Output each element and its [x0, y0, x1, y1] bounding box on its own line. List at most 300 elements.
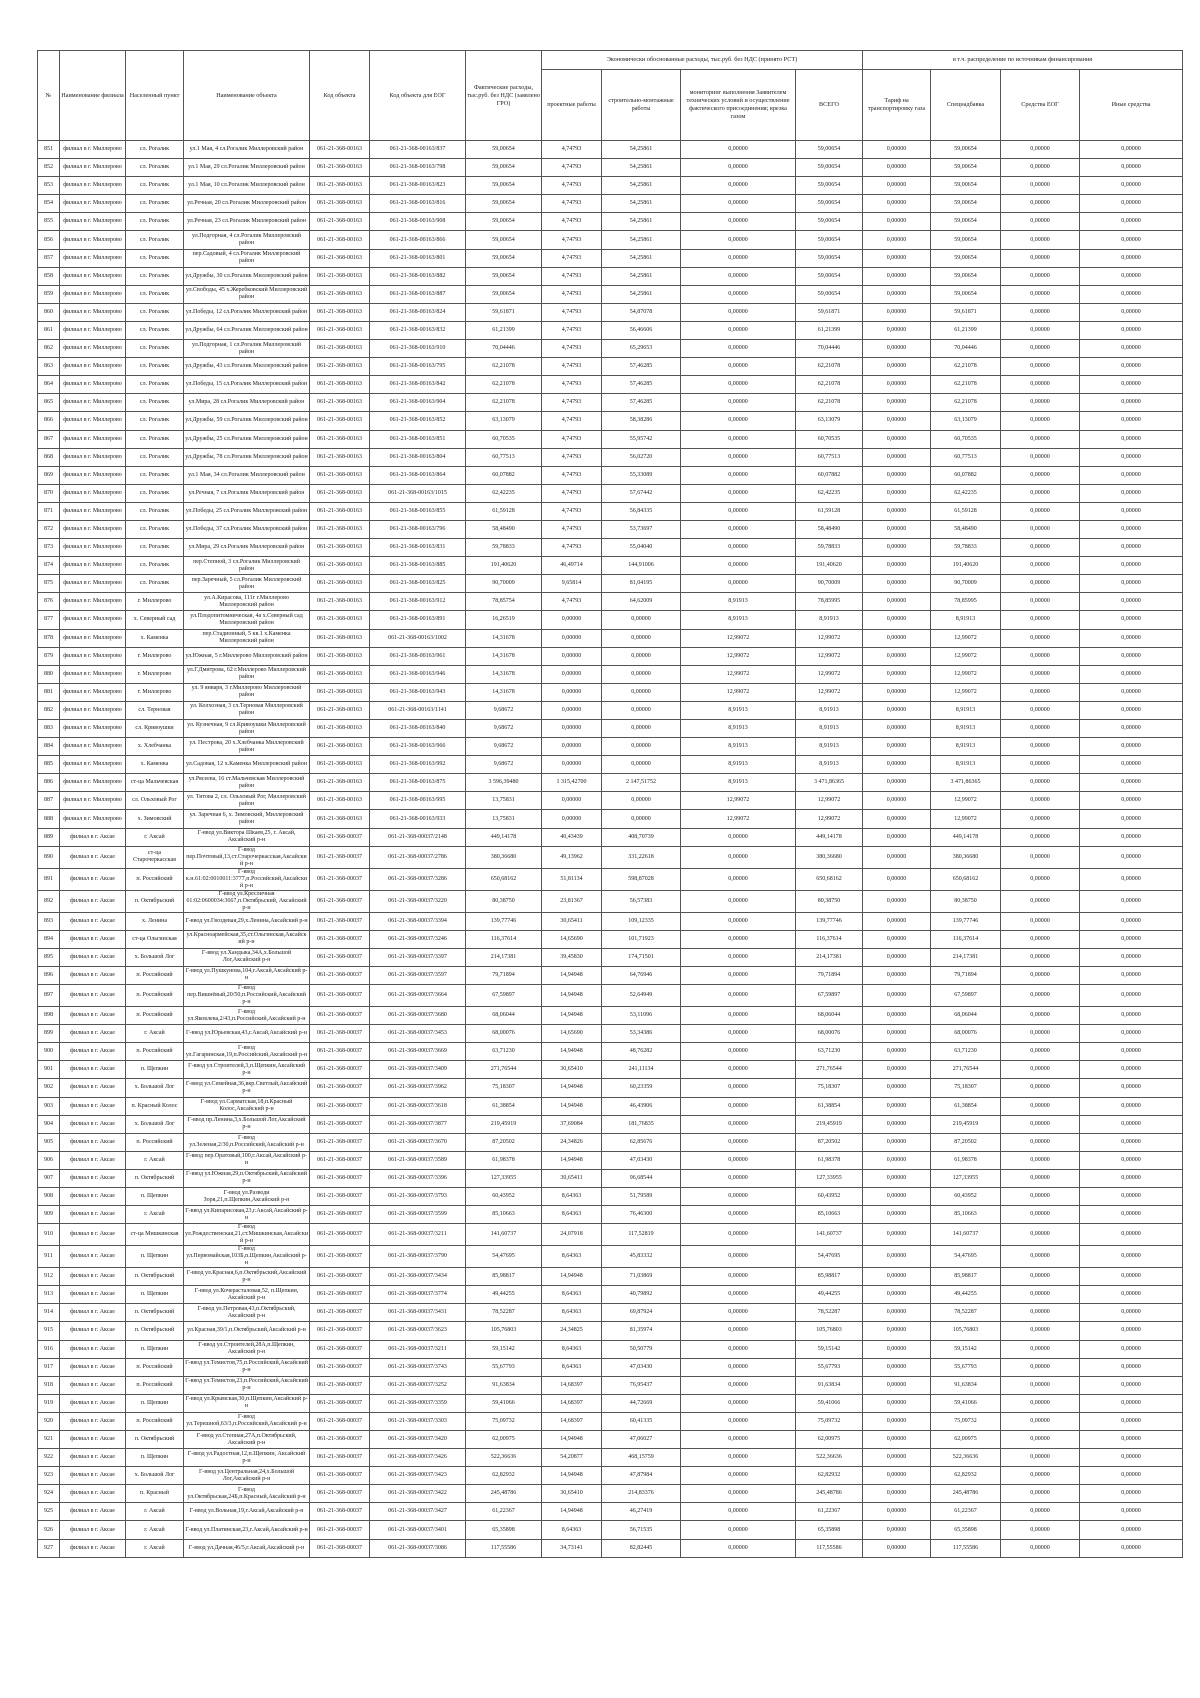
row-total: 139,77746	[796, 912, 863, 930]
row-construction: 408,70739	[602, 828, 681, 846]
row-construction: 57,46285	[602, 394, 681, 412]
row-obj-code: 061-21-368-00163	[310, 141, 370, 159]
row-punkt: х. Ленина	[126, 912, 184, 930]
row-eog: 0,00000	[1001, 810, 1080, 828]
row-total: 8,91913	[796, 738, 863, 756]
row-other: 0,00000	[1080, 985, 1183, 1007]
row-eog: 0,00000	[1001, 948, 1080, 966]
row-other: 0,00000	[1080, 1340, 1183, 1358]
row-eog: 0,00000	[1001, 1079, 1080, 1097]
row-eog-code: 061-21-368-00163/891	[370, 611, 466, 629]
row-filial: филиал в г. Аксае	[60, 1286, 126, 1304]
row-object: пер.Степной, 3 сл.Рогалик Миллеровский район	[184, 557, 310, 575]
row-tariff: 0,00000	[863, 1503, 931, 1521]
row-design: 8,64363	[542, 1358, 602, 1376]
row-obj-code: 061-21-368-00163	[310, 159, 370, 177]
row-tariff: 0,00000	[863, 1340, 931, 1358]
row-filial: филиал в г. Аксае	[60, 890, 126, 912]
table-row	[38, 575, 1183, 593]
row-techcond: 0,00000	[681, 267, 796, 285]
row-techcond: 12,99072	[681, 647, 796, 665]
row-other: 0,00000	[1080, 1268, 1183, 1286]
row-total: 8,91913	[796, 701, 863, 719]
row-filial: филиал в г. Аксае	[60, 1097, 126, 1115]
row-design: 0,00000	[542, 738, 602, 756]
row-design: 4,74793	[542, 358, 602, 376]
row-eog-code: 061-21-368-00163/885	[370, 557, 466, 575]
row-punkt: п. Российский	[126, 868, 184, 890]
row-techcond: 0,00000	[681, 1079, 796, 1097]
row-number: 919	[38, 1394, 60, 1412]
row-object: Г-ввод ул.Разводи Зоря,21,п.Щепкин,Аксайский р-н	[184, 1187, 310, 1205]
table-row	[38, 774, 1183, 792]
table-row	[38, 1206, 1183, 1224]
row-filial: филиал в г. Аксае	[60, 1449, 126, 1467]
row-construction: 0,00000	[602, 738, 681, 756]
row-filial: филиал в г. Аксае	[60, 1358, 126, 1376]
row-design: 4,74793	[542, 213, 602, 231]
row-techcond: 0,00000	[681, 868, 796, 890]
row-total: 63,13079	[796, 412, 863, 430]
row-punkt: сл. Кривоушки	[126, 720, 184, 738]
row-techcond: 0,00000	[681, 520, 796, 538]
row-construction: 51,79589	[602, 1187, 681, 1205]
row-tariff: 0,00000	[863, 629, 931, 647]
row-fact: 63,71230	[466, 1043, 542, 1061]
row-total: 61,21399	[796, 321, 863, 339]
row-fact: 13,75831	[466, 810, 542, 828]
row-techcond: 0,00000	[681, 966, 796, 984]
row-tariff: 0,00000	[863, 1187, 931, 1205]
row-obj-code: 061-21-368-00037	[310, 868, 370, 890]
row-other: 0,00000	[1080, 213, 1183, 231]
row-total: 59,15142	[796, 1340, 863, 1358]
row-design: 4,74793	[542, 321, 602, 339]
row-eog-code: 061-21-368-00163/842	[370, 376, 466, 394]
row-eog: 0,00000	[1001, 720, 1080, 738]
row-techcond: 0,00000	[681, 1394, 796, 1412]
row-eog: 0,00000	[1001, 774, 1080, 792]
row-construction: 57,46285	[602, 358, 681, 376]
row-number: 859	[38, 285, 60, 303]
row-spec: 59,41066	[931, 1394, 1001, 1412]
row-tariff: 0,00000	[863, 267, 931, 285]
row-eog: 0,00000	[1001, 1286, 1080, 1304]
row-other: 0,00000	[1080, 629, 1183, 647]
row-punkt: п. Октябрьский	[126, 1169, 184, 1187]
row-object: Г-ввод ул.Красная,6,п.Октябрьский,Аксайский р-н	[184, 1268, 310, 1286]
row-fact: 449,14178	[466, 828, 542, 846]
row-punkt: п. Российский	[126, 1007, 184, 1025]
row-object: ул.1 Мая, 4 сл.Рогалик Миллеровский район	[184, 141, 310, 159]
row-tariff: 0,00000	[863, 177, 931, 195]
row-filial: филиал в г. Аксае	[60, 1007, 126, 1025]
row-construction: 54,25861	[602, 141, 681, 159]
row-techcond: 0,00000	[681, 1322, 796, 1340]
row-design: 54,20877	[542, 1449, 602, 1467]
row-tariff: 0,00000	[863, 1521, 931, 1539]
row-total: 78,85995	[796, 593, 863, 611]
table-row	[38, 1115, 1183, 1133]
row-number: 918	[38, 1376, 60, 1394]
table-row	[38, 1521, 1183, 1539]
row-techcond: 0,00000	[681, 1133, 796, 1151]
row-techcond: 0,00000	[681, 1061, 796, 1079]
row-other: 0,00000	[1080, 948, 1183, 966]
row-eog: 0,00000	[1001, 321, 1080, 339]
row-object: ул.Подгорная, 4 сл.Рогалик Миллеровский район	[184, 231, 310, 249]
row-construction: 54,25861	[602, 159, 681, 177]
row-eog-code: 061-21-368-00037/2148	[370, 828, 466, 846]
row-spec: 380,36680	[931, 846, 1001, 868]
row-techcond: 0,00000	[681, 846, 796, 868]
row-filial: филиал в г. Аксае	[60, 1412, 126, 1430]
row-eog-code: 061-21-368-00037/3680	[370, 1007, 466, 1025]
row-techcond: 0,00000	[681, 484, 796, 502]
row-number: 857	[38, 249, 60, 267]
row-number: 886	[38, 774, 60, 792]
row-tariff: 0,00000	[863, 1268, 931, 1286]
row-other: 0,00000	[1080, 376, 1183, 394]
row-fact: 522,36636	[466, 1449, 542, 1467]
row-techcond: 0,00000	[681, 948, 796, 966]
row-punkt: п. Российский	[126, 985, 184, 1007]
row-construction: 0,00000	[602, 701, 681, 719]
row-eog: 0,00000	[1001, 376, 1080, 394]
row-eog: 0,00000	[1001, 683, 1080, 701]
row-tariff: 0,00000	[863, 1224, 931, 1246]
row-obj-code: 061-21-368-00037	[310, 1079, 370, 1097]
row-object: Г-ввод ул.Виктора Шкаев,25, г. Аксай, Аксайский р-н	[184, 828, 310, 846]
row-other: 0,00000	[1080, 539, 1183, 557]
row-construction: 45,83332	[602, 1246, 681, 1268]
row-fact: 49,44255	[466, 1286, 542, 1304]
row-object: ул.Дружбы, 59 сл.Рогалик Миллеровский район	[184, 412, 310, 430]
row-construction: 50,50779	[602, 1340, 681, 1358]
table-row	[38, 1061, 1183, 1079]
table-row	[38, 466, 1183, 484]
row-spec: 8,91913	[931, 720, 1001, 738]
row-other: 0,00000	[1080, 195, 1183, 213]
row-construction: 101,71923	[602, 930, 681, 948]
row-number: 858	[38, 267, 60, 285]
table-row	[38, 1304, 1183, 1322]
row-filial: филиал в г. Миллерово	[60, 213, 126, 231]
col-eog-code: Код объекта для ЕОГ	[370, 51, 466, 141]
table-row	[38, 810, 1183, 828]
group-financing: в т.ч. распределение по источникам финансирования	[863, 51, 1183, 70]
row-object: Г-ввод ул.Строителей,28А,п.Щепкин, Аксайский р-н	[184, 1340, 310, 1358]
row-eog: 0,00000	[1001, 738, 1080, 756]
row-tariff: 0,00000	[863, 430, 931, 448]
row-obj-code: 061-21-368-00037	[310, 1224, 370, 1246]
row-eog: 0,00000	[1001, 1394, 1080, 1412]
row-object: Г-ввод пр.Ленина,3,х.Большой Лог,Аксайский р-н	[184, 1115, 310, 1133]
row-construction: 0,00000	[602, 647, 681, 665]
row-object: Г-ввод к.н.61:02:0010011:3777,п.Российский,Аксайский р-н	[184, 868, 310, 890]
row-total: 105,76803	[796, 1322, 863, 1340]
row-fact: 62,42235	[466, 484, 542, 502]
row-eog: 0,00000	[1001, 267, 1080, 285]
table-row	[38, 159, 1183, 177]
row-design: 39,45830	[542, 948, 602, 966]
row-fact: 9,68672	[466, 738, 542, 756]
row-tariff: 0,00000	[863, 948, 931, 966]
row-total: 55,67793	[796, 1358, 863, 1376]
row-punkt: х. Большой Лог	[126, 948, 184, 966]
row-object: ул.Речная, 7 сл.Рогалик Миллеровский район	[184, 484, 310, 502]
row-other: 0,00000	[1080, 1412, 1183, 1430]
row-tariff: 0,00000	[863, 195, 931, 213]
row-number: 882	[38, 701, 60, 719]
table-row	[38, 1268, 1183, 1286]
row-punkt: сл. Рогалик	[126, 267, 184, 285]
row-obj-code: 061-21-368-00037	[310, 1187, 370, 1205]
row-filial: филиал в г. Миллерово	[60, 141, 126, 159]
row-total: 59,00654	[796, 285, 863, 303]
row-eog-code: 061-21-368-00037/3877	[370, 1115, 466, 1133]
row-fact: 61,22367	[466, 1503, 542, 1521]
row-filial: филиал в г. Миллерово	[60, 593, 126, 611]
row-design: 14,94948	[542, 1503, 602, 1521]
row-number: 914	[38, 1304, 60, 1322]
row-eog: 0,00000	[1001, 1043, 1080, 1061]
row-fact: 68,00076	[466, 1025, 542, 1043]
row-construction: 81,35974	[602, 1322, 681, 1340]
row-other: 0,00000	[1080, 1503, 1183, 1521]
row-object: Г-ввод ул.Пушкунова,104,г.Аксай,Аксайский р-н	[184, 966, 310, 984]
row-techcond: 0,00000	[681, 1025, 796, 1043]
row-spec: 116,37614	[931, 930, 1001, 948]
row-obj-code: 061-21-368-00037	[310, 1449, 370, 1467]
row-object: Г-ввод ул.Платинская,23,г.Аксай,Аксайский р-н	[184, 1521, 310, 1539]
row-object: ул.1 Мая, 29 сл.Рогалик Миллеровский район	[184, 159, 310, 177]
row-tariff: 0,00000	[863, 1007, 931, 1025]
row-design: 34,73141	[542, 1539, 602, 1557]
row-filial: филиал в г. Миллерово	[60, 249, 126, 267]
row-other: 0,00000	[1080, 430, 1183, 448]
row-object: Г-ввод пер.Оратовый,100,г.Аксай,Аксайский р-н	[184, 1151, 310, 1169]
row-construction: 55,33089	[602, 466, 681, 484]
row-number: 863	[38, 358, 60, 376]
row-fact: 55,67793	[466, 1358, 542, 1376]
row-tariff: 0,00000	[863, 1322, 931, 1340]
row-techcond: 0,00000	[681, 1304, 796, 1322]
table-row	[38, 701, 1183, 719]
row-number: 897	[38, 985, 60, 1007]
table-row	[38, 1376, 1183, 1394]
row-spec: 449,14178	[931, 828, 1001, 846]
row-obj-code: 061-21-368-00163	[310, 321, 370, 339]
row-obj-code: 061-21-368-00163	[310, 177, 370, 195]
row-filial: филиал в г. Аксае	[60, 1224, 126, 1246]
row-filial: филиал в г. Аксае	[60, 1485, 126, 1503]
row-spec: 75,18307	[931, 1079, 1001, 1097]
row-number: 852	[38, 159, 60, 177]
row-tariff: 0,00000	[863, 1151, 931, 1169]
row-design: 9,65814	[542, 575, 602, 593]
row-other: 0,00000	[1080, 683, 1183, 701]
row-tariff: 0,00000	[863, 828, 931, 846]
row-punkt: п. Щепкин	[126, 1061, 184, 1079]
row-construction: 0,00000	[602, 665, 681, 683]
row-punkt: п. Красный Колос	[126, 1097, 184, 1115]
row-total: 80,38750	[796, 890, 863, 912]
row-eog-code: 061-21-368-00163/825	[370, 575, 466, 593]
row-eog-code: 061-21-368-00163/855	[370, 502, 466, 520]
row-eog-code: 061-21-368-00163/816	[370, 195, 466, 213]
row-punkt: п. Октябрьский	[126, 1322, 184, 1340]
row-total: 79,71894	[796, 966, 863, 984]
row-eog-code: 061-21-368-00037/3423	[370, 1467, 466, 1485]
row-other: 0,00000	[1080, 358, 1183, 376]
row-number: 869	[38, 466, 60, 484]
row-filial: филиал в г. Миллерово	[60, 159, 126, 177]
row-other: 0,00000	[1080, 484, 1183, 502]
row-object: ул.Речная, 20 сл.Рогалик Миллеровский район	[184, 195, 310, 213]
row-other: 0,00000	[1080, 647, 1183, 665]
row-punkt: сл. Рогалик	[126, 195, 184, 213]
row-object: ул.Дружбы, 25 сл.Рогалик Миллеровский район	[184, 430, 310, 448]
row-number: 881	[38, 683, 60, 701]
row-techcond: 0,00000	[681, 1449, 796, 1467]
table-row	[38, 412, 1183, 430]
row-number: 915	[38, 1322, 60, 1340]
row-total: 61,38854	[796, 1097, 863, 1115]
row-obj-code: 061-21-368-00163	[310, 267, 370, 285]
row-filial: филиал в г. Миллерово	[60, 484, 126, 502]
row-obj-code: 061-21-368-00037	[310, 1539, 370, 1557]
row-object: Г-ввод ул.Центральная,24,х.Большой Лог,Аксайский р-н	[184, 1467, 310, 1485]
row-techcond: 0,00000	[681, 430, 796, 448]
row-eog-code: 061-21-368-00163/798	[370, 159, 466, 177]
row-construction: 55,04040	[602, 539, 681, 557]
row-techcond: 0,00000	[681, 1286, 796, 1304]
row-design: 46,49714	[542, 557, 602, 575]
row-tariff: 0,00000	[863, 792, 931, 810]
row-tariff: 0,00000	[863, 966, 931, 984]
row-design: 51,81134	[542, 868, 602, 890]
row-object: пер.Стадионный, 5 кв.1 х.Каменка Миллеровский район	[184, 629, 310, 647]
row-object: ул.А.Кирасова, 111г г.Миллерово Миллеровский район	[184, 593, 310, 611]
row-techcond: 0,00000	[681, 1097, 796, 1115]
row-tariff: 0,00000	[863, 1431, 931, 1449]
row-spec: 12,99072	[931, 810, 1001, 828]
row-total: 61,98378	[796, 1151, 863, 1169]
row-techcond: 0,00000	[681, 1412, 796, 1430]
row-spec: 245,48786	[931, 1485, 1001, 1503]
table-row	[38, 1286, 1183, 1304]
row-filial: филиал в г. Аксае	[60, 930, 126, 948]
row-eog: 0,00000	[1001, 557, 1080, 575]
row-number: 891	[38, 868, 60, 890]
row-other: 0,00000	[1080, 1539, 1183, 1557]
row-eog: 0,00000	[1001, 466, 1080, 484]
row-techcond: 12,99072	[681, 792, 796, 810]
row-construction: 53,34386	[602, 1025, 681, 1043]
row-obj-code: 061-21-368-00163	[310, 430, 370, 448]
row-spec: 63,13079	[931, 412, 1001, 430]
row-eog-code: 061-21-368-00163/831	[370, 539, 466, 557]
row-total: 8,91913	[796, 720, 863, 738]
row-eog-code: 061-21-368-00163/840	[370, 720, 466, 738]
row-other: 0,00000	[1080, 792, 1183, 810]
row-fact: 9,68672	[466, 756, 542, 774]
row-design: 30,65410	[542, 1485, 602, 1503]
row-eog-code: 061-21-368-00037/3252	[370, 1376, 466, 1394]
row-construction: 0,00000	[602, 629, 681, 647]
row-tariff: 0,00000	[863, 738, 931, 756]
row-punkt: сл. Рогалик	[126, 376, 184, 394]
row-number: 911	[38, 1246, 60, 1268]
row-tariff: 0,00000	[863, 502, 931, 520]
row-total: 75,18307	[796, 1079, 863, 1097]
row-other: 0,00000	[1080, 593, 1183, 611]
row-fact: 59,00654	[466, 231, 542, 249]
row-fact: 14,31678	[466, 683, 542, 701]
row-other: 0,00000	[1080, 303, 1183, 321]
row-other: 0,00000	[1080, 890, 1183, 912]
row-punkt: п. Октябрьский	[126, 1431, 184, 1449]
row-other: 0,00000	[1080, 828, 1183, 846]
row-obj-code: 061-21-368-00163	[310, 340, 370, 358]
row-punkt: п. Российский	[126, 966, 184, 984]
row-design: 4,74793	[542, 303, 602, 321]
row-number: 893	[38, 912, 60, 930]
row-eog: 0,00000	[1001, 1322, 1080, 1340]
row-filial: филиал в г. Миллерово	[60, 321, 126, 339]
row-other: 0,00000	[1080, 810, 1183, 828]
row-construction: 2 147,51752	[602, 774, 681, 792]
row-number: 868	[38, 448, 60, 466]
row-design: 4,74793	[542, 249, 602, 267]
row-design: 30,65410	[542, 1061, 602, 1079]
row-number: 873	[38, 539, 60, 557]
row-obj-code: 061-21-368-00037	[310, 1151, 370, 1169]
row-tariff: 0,00000	[863, 394, 931, 412]
row-eog-code: 061-21-368-00163/823	[370, 177, 466, 195]
row-eog-code: 061-21-368-00163/824	[370, 303, 466, 321]
row-spec: 12,99072	[931, 647, 1001, 665]
row-punkt: сл. Рогалик	[126, 321, 184, 339]
row-tariff: 0,00000	[863, 1079, 931, 1097]
row-obj-code: 061-21-368-00037	[310, 1097, 370, 1115]
row-fact: 141,60737	[466, 1224, 542, 1246]
row-techcond: 8,91913	[681, 774, 796, 792]
col-fact: Фактические расходы, тыс.руб. без НДС (заявлено ГРО)	[466, 51, 542, 141]
table-row	[38, 966, 1183, 984]
row-punkt: сл. Рогалик	[126, 557, 184, 575]
row-fact: 14,31678	[466, 629, 542, 647]
row-obj-code: 061-21-368-00037	[310, 930, 370, 948]
row-construction: 55,95742	[602, 430, 681, 448]
row-eog: 0,00000	[1001, 1521, 1080, 1539]
row-fact: 60,70535	[466, 430, 542, 448]
row-number: 905	[38, 1133, 60, 1151]
row-number: 903	[38, 1097, 60, 1115]
row-tariff: 0,00000	[863, 231, 931, 249]
row-other: 0,00000	[1080, 868, 1183, 890]
row-fact: 62,00975	[466, 1431, 542, 1449]
row-techcond: 12,99072	[681, 665, 796, 683]
row-filial: филиал в г. Миллерово	[60, 177, 126, 195]
row-other: 0,00000	[1080, 1061, 1183, 1079]
row-number: 923	[38, 1467, 60, 1485]
row-punkt: х. Каменка	[126, 629, 184, 647]
row-total: 67,59897	[796, 985, 863, 1007]
row-eog: 0,00000	[1001, 1340, 1080, 1358]
row-object: Г-ввод ул.Радостная,12,п.Щепкин, Аксайский р-н	[184, 1449, 310, 1467]
